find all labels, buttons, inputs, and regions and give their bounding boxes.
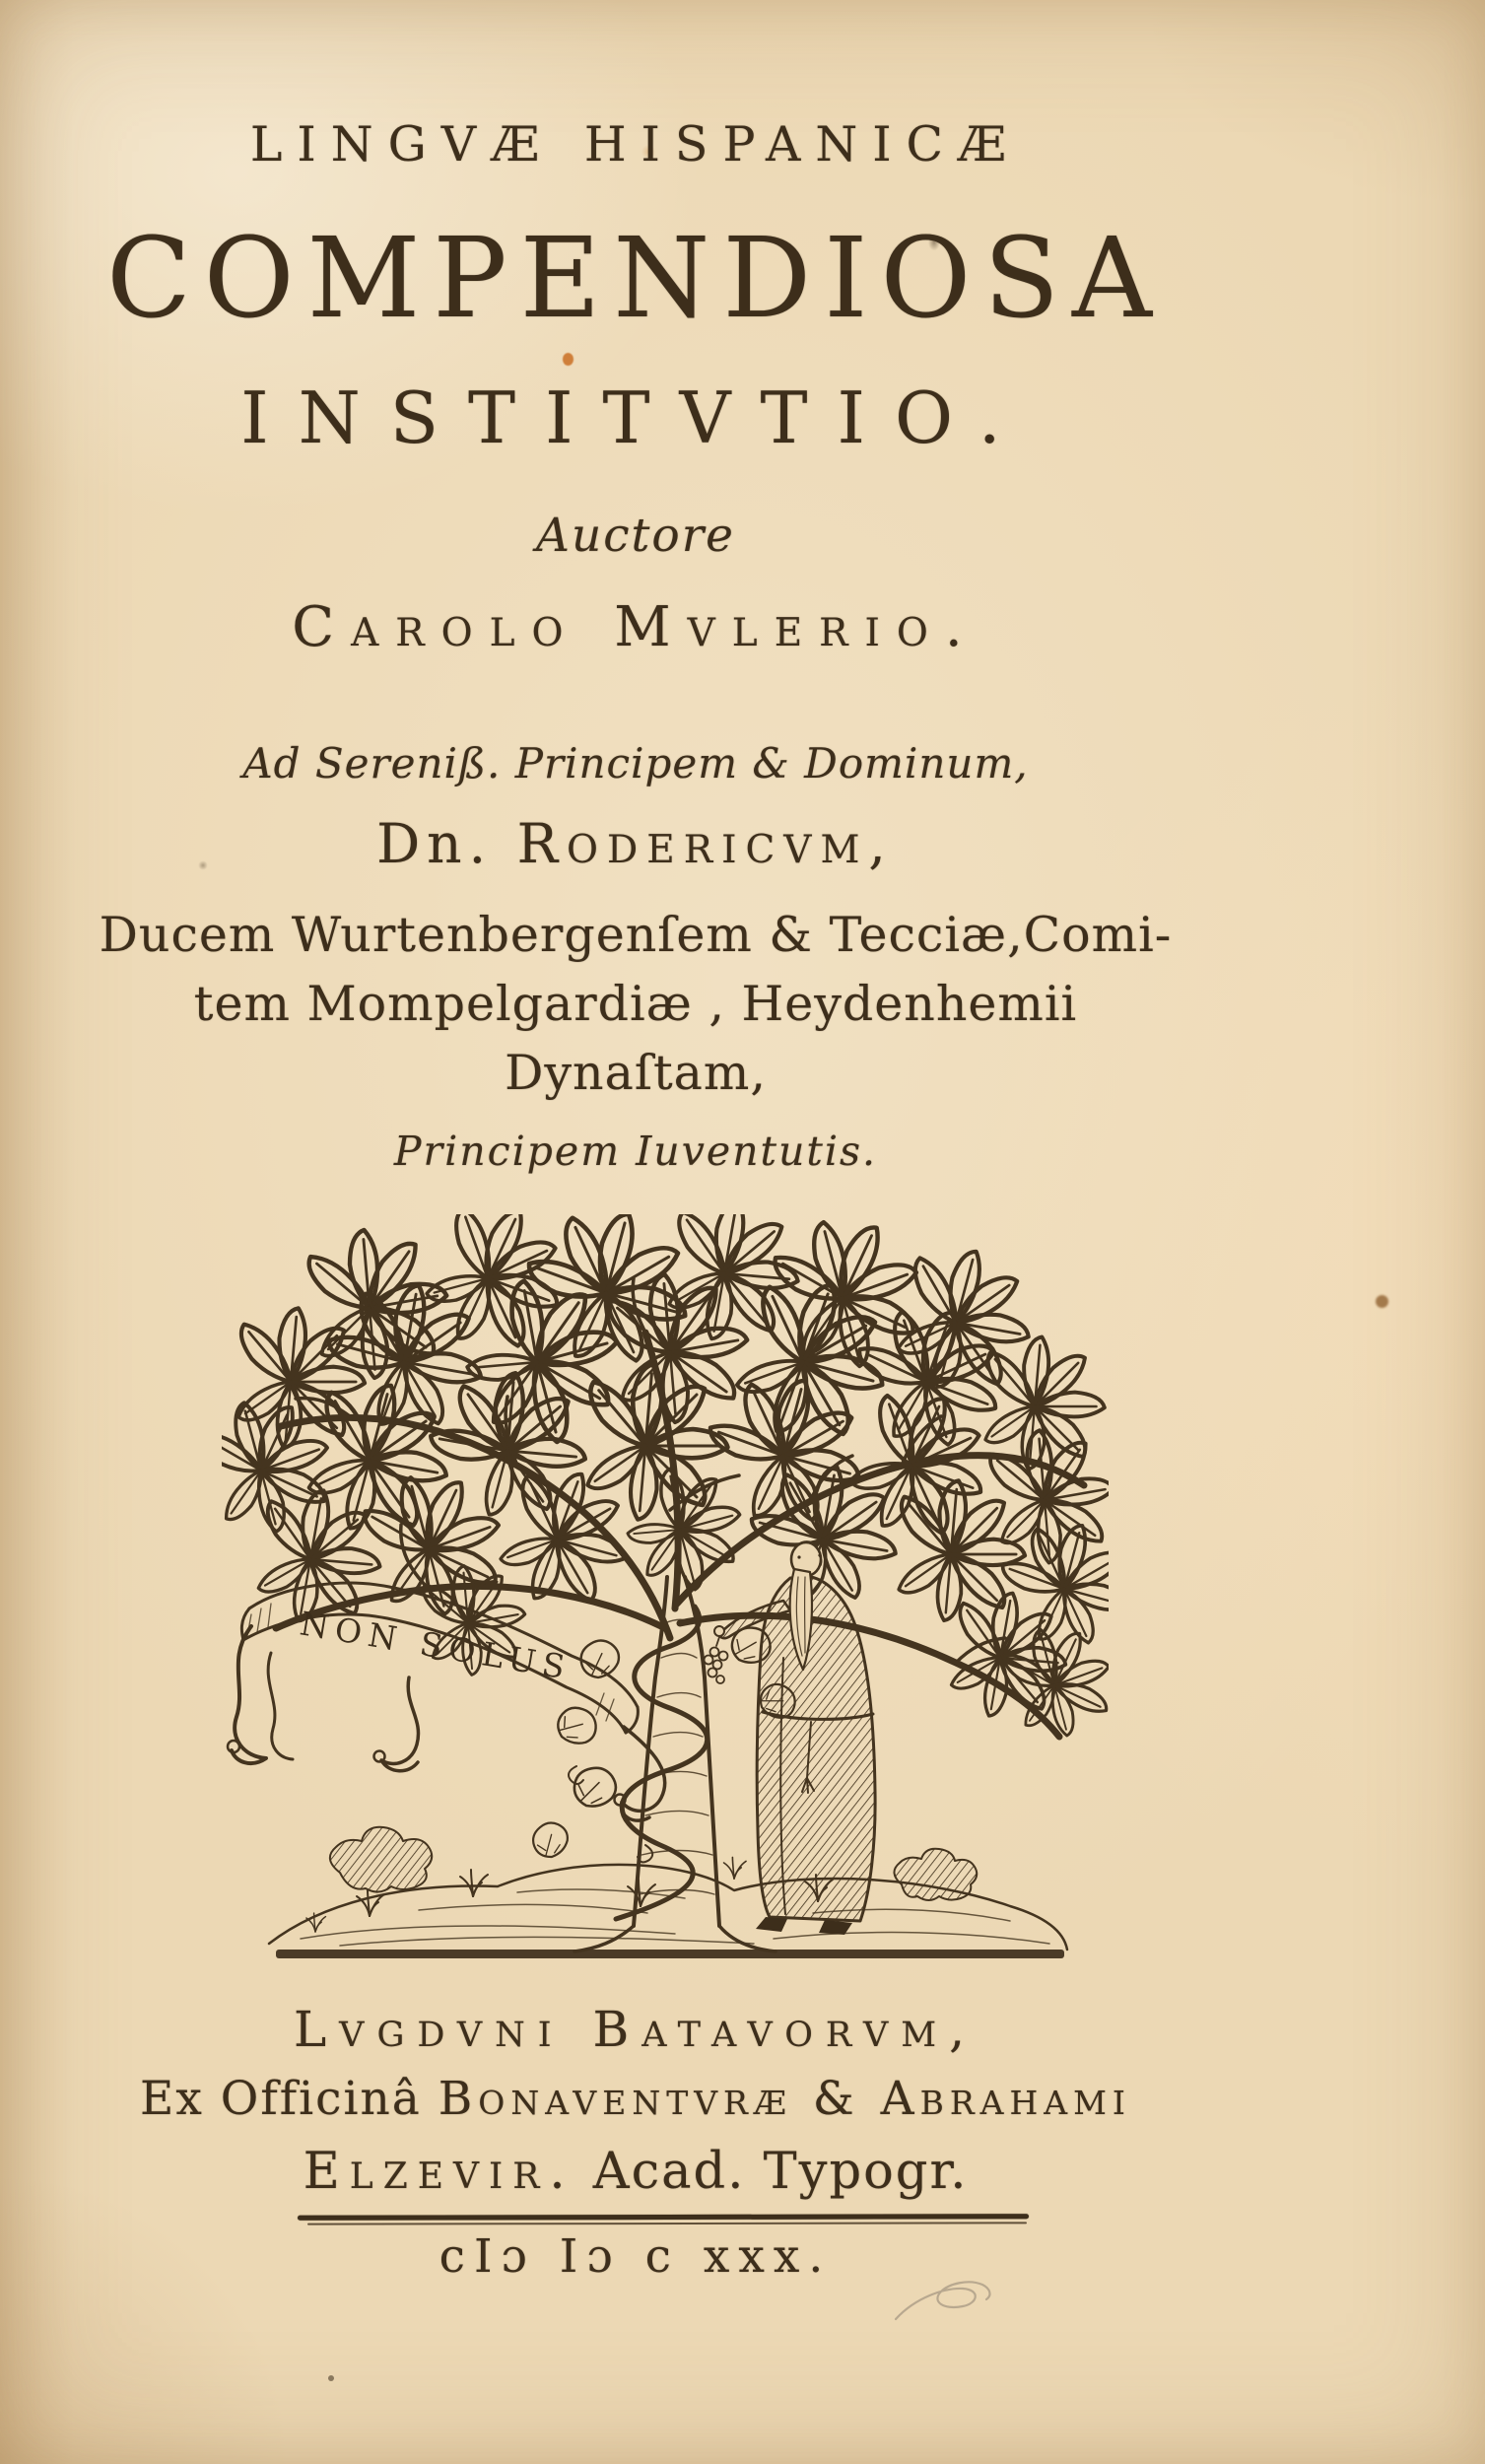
press-name: Elzevir. bbox=[303, 2143, 575, 2201]
dedication-name-line bbox=[0, 812, 1271, 875]
title-line-2: COMPENDIOSA bbox=[106, 215, 1165, 343]
printers-device-woodcut bbox=[222, 1214, 1109, 1985]
imprint-officina-line bbox=[0, 2072, 1271, 2126]
dedication-titles-1: Ducem Wurtenbergenſem & Tecciæ,Comi- bbox=[99, 907, 1173, 963]
officina-names: Bonaventvræ & Abrahami bbox=[438, 2072, 1131, 2126]
imprint-date-roman: cIɔ Iɔ c xxx. bbox=[439, 2229, 833, 2284]
foxing-spot-orange bbox=[563, 353, 574, 366]
device-motto: NON SOLUS bbox=[297, 1604, 574, 1687]
imprint-place: Lvgdvni Batavorvm, bbox=[293, 2001, 979, 2058]
pencil-inscription bbox=[882, 2262, 1010, 2341]
foxing-spot-brown bbox=[1376, 1295, 1388, 1308]
byline-auctore: Auctore bbox=[536, 509, 735, 563]
title-line-3: INSTITVTIO. bbox=[240, 376, 1031, 459]
grape-bunch bbox=[705, 1634, 728, 1683]
ink-speck bbox=[328, 2375, 334, 2381]
device-scholar-figure bbox=[714, 1541, 875, 1935]
dedication-closing: Principem Iuventutis. bbox=[393, 1128, 878, 1175]
dedication-titles-2: tem Mompelgardiæ , Heydenhemii bbox=[193, 976, 1078, 1032]
dedication-titles-3: Dynaſtam, bbox=[505, 1045, 767, 1101]
officina-prefix: Ex Officinâ bbox=[140, 2072, 439, 2126]
dedication-salute: Ad Sereniß. Principem & Dominum, bbox=[242, 739, 1029, 787]
press-rest: Acad. Typogr. bbox=[574, 2143, 969, 2201]
author-name: Carolo Mvlerio. bbox=[292, 595, 979, 659]
title-line-1: LINGVÆ HISPANICÆ bbox=[249, 116, 1022, 172]
imprint-rule bbox=[298, 2214, 1029, 2221]
dn-name: Rodericvm, bbox=[516, 812, 895, 875]
imprint-press-line bbox=[0, 2143, 1271, 2201]
dn-prefix: Dn. bbox=[376, 812, 517, 875]
device-canopy bbox=[222, 1214, 1109, 1745]
imprint-rule-thin bbox=[307, 2222, 1027, 2224]
